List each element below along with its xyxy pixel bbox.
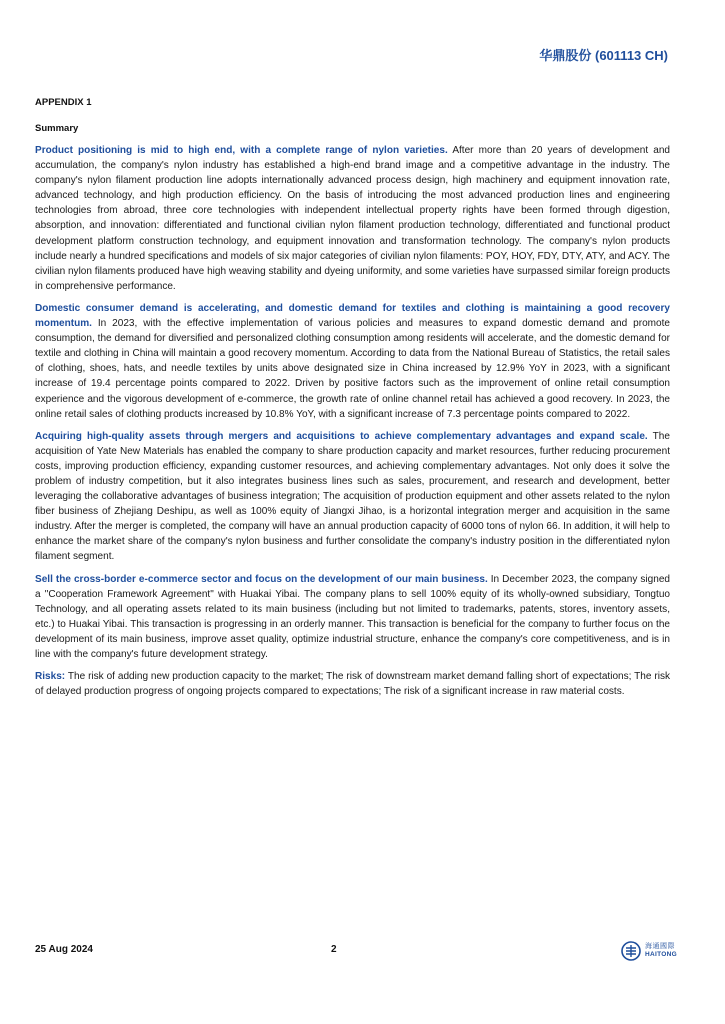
paragraph-lead: Risks:: [35, 671, 66, 683]
report-content: [35, 97, 670, 706]
paragraph-lead: Acquiring high-quality assets through mergers and acquisitions to achieve complementary advantages and expand scale.: [35, 430, 648, 442]
paragraph-acquisitions: [35, 429, 670, 565]
appendix-heading: APPENDIX 1: [35, 97, 92, 108]
paragraph-body: In 2023, with the effective implementation of various policies and measures to expand domestic demand and promote consumption, the demand for diversified and personalized clothing consumption among residents will accelerate, and the domestic demand for textile and clothing in China will maintain a good recovery momentum. According to data from the National Bureau of Statistics, the retail sales of clothing, shoes, hats, and needle textiles by units above designated size in China increased by 12.9% YoY in 2023, with a significant increase of 19.4 percentage points compared to 2022. Driven by positive factors such as the improvement of online retail consumption experience and the vigorous development of e-commerce, the growth rate of online channel retail has achieved a good recovery. In 2023, the online retail sales of clothing products increased by 10.8% YoY, with a significant increase of 7.3 percentage points compared to 2022.: [35, 318, 670, 420]
logo-english-name: HAITONG: [645, 951, 677, 959]
summary-heading: Summary: [35, 123, 79, 134]
paragraph-body: In December 2023, the company signed a "Cooperation Framework Agreement" with Huakai Yibai. The company plans to sell 100% equity of its wholly-owned subsidiary, Tongtuo Technology, and all operating assets related to its main business (including but not limited to trademarks, patents, stores, inventory assets, etc.) to Huakai Yibai. This transaction is progressing in an orderly manner. This transaction is beneficial for the company to further focus on the development of its main business, improve asset quality, optimize industrial structure, enhance the company's core competitiveness, and is in line with the company's future development strategy.: [35, 573, 670, 660]
company-header: 华鼎股份 (601113 CH): [539, 48, 668, 63]
page-number: 2: [331, 944, 337, 955]
paragraph-domestic-demand: [35, 301, 670, 422]
haitong-logo-icon: [621, 941, 641, 961]
paragraph-lead: Sell the cross-border e-commerce sector and focus on the development of our main business.: [35, 573, 488, 585]
paragraph-product-positioning: [35, 143, 670, 294]
footer-date: 25 Aug 2024: [35, 944, 93, 955]
paragraph-risks: [35, 669, 670, 699]
logo-chinese-name: 海通國際: [645, 943, 675, 951]
paragraph-body: The acquisition of Yate New Materials has enabled the company to share production capacity and market resources, further reducing procurement costs, improving production efficiency, expanding customer resources, and achieving complementary advantages. Not only does it solve the problem of industry competition, but it also integrates business lines such as sales, procurement, and research and development, better leveraging the collaborative advantages of business integration; The acquisition of production equipment and other assets related to the nylon fiber business of Zhejiang Deshipu, as well as 100% equity of Jiangxi Jihao, is a horizontal integration merger and acquisition in the same industry. After the merger is completed, the company will have an annual production capacity of 6000 tons of nylon 66. In addition, it will help to enhance the market share of the company's nylon business and further consolidate the company's industry position in the differentiated nylon filament segment.: [35, 430, 670, 563]
paragraph-body: After more than 20 years of development and accumulation, the company's nylon industry has established a high-end brand image and a competitive advantage in the industry. The company's nylon filament production line adopts internationally advanced process design, high machinery and equipment innovation rate, advanced technology, and high production efficiency. On the basis of introducing the most advanced production lines and engineering technologies from abroad, three core technologies with independent intellectual property rights have been formed through digestion, absorption, and innovation: differentiated and functional civilian nylon filament production technology, differentiated and functional product development platform construction technology, and equipment innovation and transformation technology. The company's nylon products include nearly a hundred specifications and models of six major categories of civilian nylon filaments: POY, HOY, FDY, DTY, ATY, and ACY. The civilian nylon filaments produced have high weaving stability and dyeing uniformity, and some varieties have surpassed similar foreign products in comprehensive performance.: [35, 145, 670, 292]
paragraph-lead: Product positioning is mid to high end, with a complete range of nylon varieties.: [35, 145, 448, 156]
paragraph-lead: Domestic consumer demand is accelerating, and domestic demand for textiles and clothing is maintaining a good recovery momentum.: [35, 302, 670, 330]
paragraph-cross-border-sale: [35, 572, 670, 663]
haitong-logo: [621, 940, 677, 962]
paragraph-body: The risk of adding new production capacity to the market; The risk of downstream market demand falling short of expectations; The risk of delayed production progress of ongoing projects compared to expectations; The risk of a significant increase in raw material costs.: [35, 671, 670, 698]
